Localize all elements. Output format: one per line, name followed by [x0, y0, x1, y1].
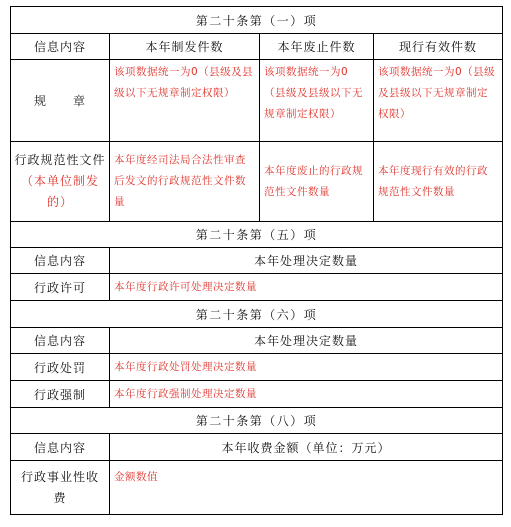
row-label-license: 行政许可 [11, 274, 110, 301]
section-title-art20-8: 第二十条第（八）项 [11, 408, 503, 434]
disclosure-table [10, 6, 503, 515]
col-header-info: 信息内容 [11, 248, 110, 274]
normative-current-cell: 本年度现行有效的行政规范性文件数量 [374, 142, 503, 222]
rules-issued-cell: 该项数据统一为0（县级及县级以下无规章制定权限） [110, 60, 260, 142]
row-label-penalty: 行政处罚 [11, 354, 110, 381]
col-header-info: 信息内容 [11, 434, 110, 461]
coercion-value-cell: 本年度行政强制处理决定数量 [110, 381, 503, 408]
rules-abolished-cell: 该项数据统一为0（县级及县级以下无规章制定权限） [260, 60, 374, 142]
license-value-cell: 本年度行政许可处理决定数量 [110, 274, 503, 301]
normative-label-note: （本单位制发的） [20, 174, 99, 209]
col-header-decision-count: 本年处理决定数量 [110, 328, 503, 354]
col-header-fee-amount: 本年收费金额（单位：万元） [110, 434, 503, 461]
col-header-abolished: 本年废止件数 [260, 34, 374, 60]
row-label-coercion: 行政强制 [11, 381, 110, 408]
rules-current-cell: 该项数据统一为0（县级及县级以下无规章制定权限） [374, 60, 503, 142]
col-header-info: 信息内容 [11, 34, 110, 60]
section-title-art20-5: 第二十条第（五）项 [11, 222, 503, 248]
normative-issued-cell: 本年度经司法局合法性审查后发文的行政规范性文件数量 [110, 142, 260, 222]
row-label-rules: 规 章 [11, 60, 110, 142]
normative-abolished-cell: 本年度废止的行政规范性文件数量 [260, 142, 374, 222]
section-title-art20-1: 第二十条第（一）项 [11, 7, 503, 34]
col-header-info: 信息内容 [11, 328, 110, 354]
fees-value-cell: 金额数值 [110, 461, 503, 515]
penalty-value-cell: 本年度行政处罚处理决定数量 [110, 354, 503, 381]
col-header-current: 现行有效件数 [374, 34, 503, 60]
section-title-art20-6: 第二十条第（六）项 [11, 301, 503, 328]
normative-label-main: 行政规范性文件 [14, 153, 106, 167]
col-header-issued: 本年制发件数 [110, 34, 260, 60]
col-header-decision-count: 本年处理决定数量 [110, 248, 503, 274]
row-label-normative-docs [11, 142, 110, 222]
row-label-admin-fees: 行政事业性收费 [11, 461, 110, 515]
